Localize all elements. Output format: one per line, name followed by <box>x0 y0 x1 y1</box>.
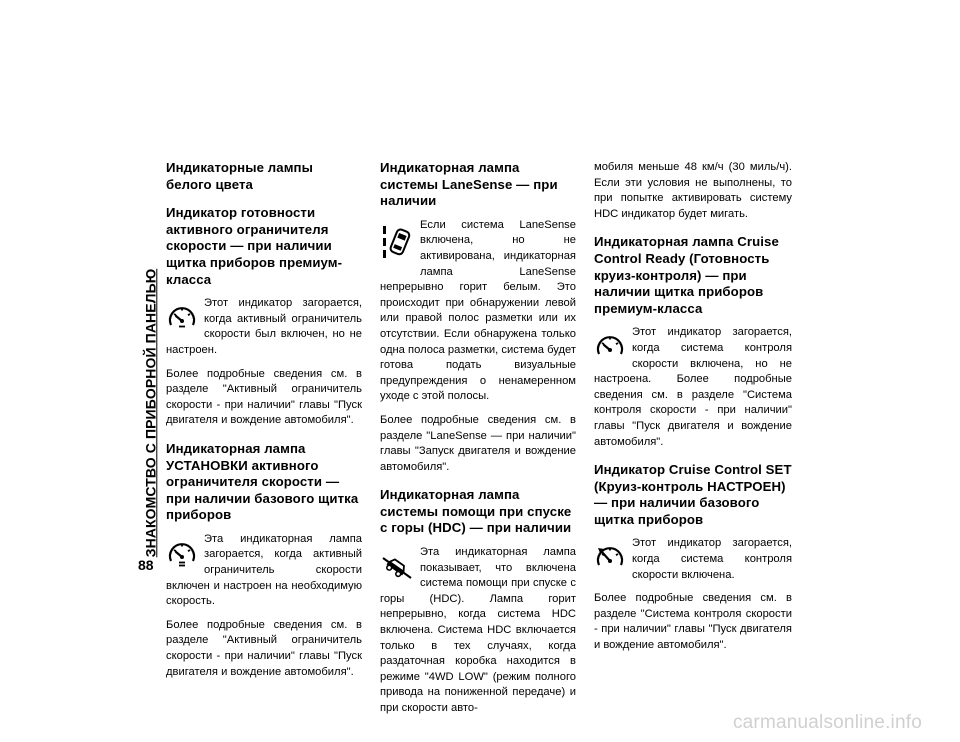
hill-descent-icon <box>380 550 414 582</box>
indicator-block <box>594 536 792 583</box>
heading-cruise-ready: Индикаторная лампа Cruise Control Ready (Готовность круиз-контроля) — при наличии щитка приборов премиум-класса <box>594 234 779 316</box>
section-title: ЗНАКОМСТВО С ПРИБОРНОЙ ПАНЕЛЬЮ <box>142 268 158 557</box>
indicator-block <box>166 296 362 358</box>
column-2 <box>380 160 576 725</box>
column-1 <box>166 160 362 688</box>
indicator-block <box>380 545 576 717</box>
indicator-text: Эта индикаторная лампа загорается, когда активный ограничитель скорости включен и настроен на необходимую скорость. <box>166 532 362 608</box>
speed-limiter-set-icon <box>166 537 198 569</box>
indicator-block <box>594 325 792 450</box>
paragraph: Более подробные сведения см. в разделе "Система контроля скорости - при наличии" главы "Пуск двигателя и вождение автомобиля". <box>594 592 792 652</box>
lanesense-icon <box>380 223 414 263</box>
heading-lanesense: Индикаторная лампа системы LaneSense — при наличии <box>380 160 558 209</box>
heading-white-lamps: Индикаторные лампы белого цвета <box>166 160 313 192</box>
page-number: 88 <box>138 557 154 573</box>
cruise-set-icon <box>594 541 626 573</box>
indicator-block <box>166 532 362 610</box>
heading-speed-limiter-set: Индикаторная лампа УСТАНОВКИ активного ограничителя скорости — при наличии базового щитка приборов <box>166 440 359 523</box>
heading-speed-limiter-ready: Индикатор готовности активного ограничителя скорости — при наличии щитка приборов премиум-класса <box>166 205 343 287</box>
indicator-text: Этот индикатор загорается, когда система контроля скорости включена. <box>632 537 792 581</box>
indicator-text: Этот индикатор загорается, когда система контроля скорости включена, но не настроена. Более подробные сведения см. в разделе "Система контроля скорости - при наличии" главы "Пуск двигателя и вождение автомобиля". <box>594 326 792 448</box>
paragraph: Более подробные сведения см. в разделе "Активный ограничитель скорости - при наличии" главы "Пуск двигателя и вождение автомобиля". <box>166 367 362 427</box>
cruise-ready-icon <box>594 330 626 362</box>
paragraph: Более подробные сведения см. в разделе "LaneSense — при наличии" главы "Запуск двигателя и вождение автомобиля". <box>380 413 576 473</box>
heading-cruise-set: Индикатор Cruise Control SET (Круиз-контроль НАСТРОЕН) — при наличии базового щитка приборов <box>594 462 792 527</box>
column-3 <box>594 160 792 662</box>
indicator-text: Эта индикаторная лампа показывает, что включена система помощи при спуске с горы (HDC). Лампа горит непрерывно, когда система HDC включена. Система HDC включается только в тех случаях, когда раздаточная коробка находится в режиме "4WD LOW" (режим полного привода на пониженной передаче) и при скорости авто- <box>380 546 576 714</box>
indicator-text: Этот индикатор загорается, когда активный ограничитель скорости был включен, но не настроен. <box>166 297 362 356</box>
heading-hill-descent: Индикаторная лампа системы помощи при спуске с горы (HDC) — при наличии <box>380 487 572 536</box>
paragraph: Более подробные сведения см. в разделе "Активный ограничитель скорости - при наличии" главы "Пуск двигателя и вождение автомобиля". <box>166 618 362 678</box>
indicator-block <box>380 218 576 405</box>
speed-limiter-ready-icon <box>166 301 198 333</box>
paragraph: мобиля меньше 48 км/ч (30 миль/ч). Если эти условия не выполнены, то при попытке активировать систему HDC индикатор будет мигать. <box>594 161 792 220</box>
section-side-tab <box>140 160 160 665</box>
watermark: carmanualsonline.info <box>732 712 922 733</box>
indicator-text: Если система LaneSense включена, но не активирована, индикаторная лампа LaneSense непрерывно горит белым. Это происходит при обнаружении левой или правой полос разметки или их отсутствии. Если обнаружена только одна полоса разметки, система будет готова подать визуальные предупреждения о ненамеренном уходе с этой полосы. <box>380 218 576 403</box>
